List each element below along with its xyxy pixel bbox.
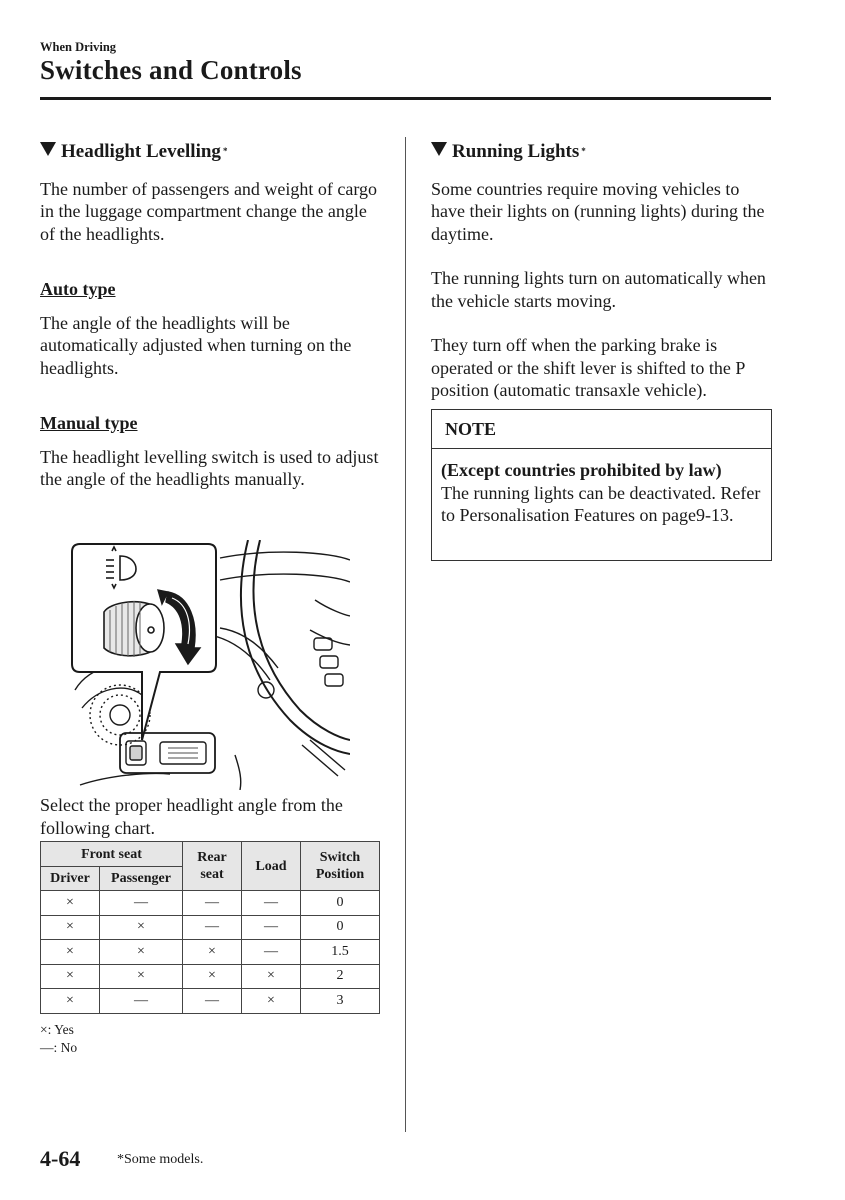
table-cell: × bbox=[41, 940, 100, 965]
header-load: Load bbox=[242, 842, 301, 891]
table-cell: × bbox=[41, 964, 100, 989]
note-text: The running lights can be deactivated. Refer to Personalisation Features on page9-13. bbox=[441, 482, 761, 525]
table-cell: 1.5 bbox=[301, 940, 380, 965]
note-box bbox=[431, 409, 772, 561]
auto-type-text: The angle of the headlights will be automatically adjusted when turning on the headlights. bbox=[40, 312, 352, 378]
table-cell: × bbox=[100, 915, 183, 940]
running-lights-heading bbox=[431, 141, 773, 166]
levelling-intro: The number of passengers and weight of cargo in the luggage compartment change the angle of the headlights. bbox=[40, 178, 378, 244]
table-cell: 2 bbox=[301, 964, 380, 989]
table-cell: × bbox=[100, 964, 183, 989]
table-cell: 0 bbox=[301, 915, 380, 940]
table-row bbox=[41, 964, 380, 989]
header-switch-position bbox=[301, 842, 380, 891]
header-driver: Driver bbox=[41, 867, 100, 891]
section-label: When Driving bbox=[40, 40, 117, 54]
running-lights-p2: The running lights turn on automatically when the vehicle starts moving. bbox=[431, 268, 766, 311]
footnote-mark: * bbox=[222, 146, 228, 156]
footnote: *Some models. bbox=[117, 1152, 204, 1167]
heading-text: Running Lights bbox=[452, 141, 580, 162]
table-cell: 3 bbox=[301, 989, 380, 1014]
table-cell: — bbox=[242, 891, 301, 916]
headlight-angle-table bbox=[40, 841, 380, 1014]
table-cell: 0 bbox=[301, 891, 380, 916]
table-cell: × bbox=[183, 964, 242, 989]
table-cell: — bbox=[183, 891, 242, 916]
legend-yes: ×: Yes bbox=[40, 1022, 74, 1037]
table-row bbox=[41, 940, 380, 965]
table-cell: × bbox=[242, 989, 301, 1014]
chart-intro: Select the proper headlight angle from the following chart. bbox=[40, 795, 343, 838]
table-cell: — bbox=[100, 891, 183, 916]
table-cell: × bbox=[100, 940, 183, 965]
table-cell: × bbox=[41, 891, 100, 916]
manual-type-heading: Manual type bbox=[40, 413, 138, 433]
right-column bbox=[431, 140, 773, 402]
heading-text: Headlight Levelling bbox=[61, 141, 221, 162]
table-row bbox=[41, 989, 380, 1014]
note-condition: (Except countries prohibited by law) bbox=[441, 460, 722, 480]
headlight-levelling-switch-illustration bbox=[70, 540, 350, 790]
header-switch-position-label: Switch Position bbox=[315, 850, 365, 882]
page-number: 4-64 bbox=[40, 1146, 81, 1171]
table-cell: — bbox=[100, 989, 183, 1014]
triangle-bullet-icon bbox=[431, 142, 447, 156]
header-front-seat: Front seat bbox=[41, 842, 183, 867]
running-lights-p3: They turn off when the parking brake is operated or the shift lever is shifted to the P position (automatic transaxle vehicle). bbox=[431, 335, 745, 400]
page-title: Switches and Controls bbox=[40, 55, 302, 85]
note-body bbox=[432, 449, 771, 527]
left-column bbox=[40, 140, 385, 491]
table-cell: × bbox=[183, 940, 242, 965]
title-rule bbox=[40, 97, 771, 100]
header-rear-seat-label: Rear seat bbox=[197, 850, 227, 882]
table-cell: — bbox=[242, 915, 301, 940]
auto-type-heading: Auto type bbox=[40, 279, 116, 299]
table-cell: × bbox=[41, 915, 100, 940]
table-cell: — bbox=[183, 915, 242, 940]
running-lights-p1: Some countries require moving vehicles to have their lights on (running lights) during the daytime. bbox=[431, 178, 765, 244]
column-divider bbox=[405, 137, 406, 1132]
footnote-mark: * bbox=[581, 146, 586, 156]
header-rear-seat bbox=[183, 842, 242, 891]
header-passenger: Passenger bbox=[100, 867, 183, 891]
note-title: NOTE bbox=[432, 410, 771, 449]
table-cell: × bbox=[41, 989, 100, 1014]
legend-no: —: No bbox=[40, 1040, 78, 1055]
table-cell: — bbox=[242, 940, 301, 965]
headlight-levelling-heading bbox=[40, 141, 385, 166]
table-cell: — bbox=[183, 989, 242, 1014]
triangle-bullet-icon bbox=[40, 142, 56, 156]
table-row bbox=[41, 891, 380, 916]
table-legend bbox=[40, 1021, 77, 1057]
table-row bbox=[41, 915, 380, 940]
table-cell: × bbox=[242, 964, 301, 989]
manual-type-text: The headlight levelling switch is used to adjust the angle of the headlights manually. bbox=[40, 446, 379, 489]
